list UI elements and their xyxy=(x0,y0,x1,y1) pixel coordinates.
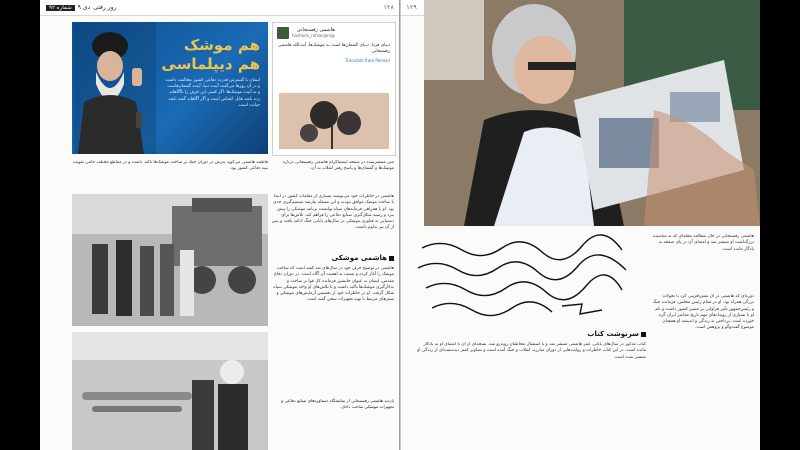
issue-badge: شماره ۹۲ xyxy=(46,5,75,11)
page-fold xyxy=(399,0,401,450)
military-photo xyxy=(72,194,268,326)
section-missile-title xyxy=(272,254,394,262)
page-number-right: ۱۲۹ xyxy=(406,4,417,11)
handwritten-signature xyxy=(412,234,632,322)
poster-quote: ایشان با گسترش قدرت دفاعی کشور مخالفت داشت و در آن روزها می‌گفت آینده دنیا، آینده گفتمان‌هاست و نه آینده موشک‌ها؛ اگر کسی این حرف را ناآگاهانه زده باشد قابل اغماض است و اگر آگاهانه گفته باشد خیانت است. xyxy=(165,78,260,108)
instagram-post xyxy=(272,22,396,156)
brand-name: روز رفتی xyxy=(93,4,117,11)
exhibition-photo xyxy=(72,332,268,450)
signature-image xyxy=(412,234,632,322)
translate-link[interactable]: Translate from Persian xyxy=(345,57,390,63)
caption-top-left: متن منتشرشده در صفحه اینستاگرام هاشمی رفسنجانی درباره موشک‌ها و گفتمان‌ها و پاسخ رهبر انقلاب به آن. xyxy=(282,160,394,172)
poster-title-line1: هم موشک xyxy=(183,36,260,54)
body-book: کتاب مذکور در سال‌های پایانی عمر هاشمی منتشر شد و با استقبال مخاطبان روبه‌رو شد. نسخه‌ای از آن با امضای او به یادگار مانده است. در این کتاب خاطرات و روایت‌هایی از دوران مبارزه، انقلاب و جنگ آمده است و تصاویر کمتر دیده‌شده‌ای از زندگی او منتشر شده است. xyxy=(417,342,646,360)
page-number: ۱۲۸ xyxy=(383,4,394,11)
instagram-avatar-icon xyxy=(277,27,289,39)
body-right-col: هاشمی در خاطرات خود می‌نویسد بسیاری از مقامات کشور در ابتدا با ساخت موشک موافق نبودند و این مسئله نیازمند تصمیم‌گیری جدی بود. او با همراهی فرماندهان سپاه توانست برنامه موشکی را پیش ببرد و زمینه شکل‌گیری صنایع دفاعی را فراهم کند. تلاش‌ها برای دستیابی به فناوری موشکی در سال‌های پایانی جنگ ادامه یافت و پس از آن نیز تداوم داشت. xyxy=(272,194,394,231)
section-book-title xyxy=(416,330,646,338)
caption-photo: هاشمی رفسنجانی در حال مطالعه مجله‌ای که به مناسبت بزرگداشت او منتشر شد و امضای آن در پای صفحه به یادگار مانده است. xyxy=(652,234,754,252)
magazine-name: ۹ دی xyxy=(77,4,91,11)
section-square-icon xyxy=(389,256,394,261)
body-missile: هاشمی در توضیح حرف خود در سال‌های بعد گفته است که ساخت موشک را آغاز کرده و نسبت به اهمیت آن آگاه است. در دوران دفاع مقدس، ایشان به عنوان جانشین فرمانده کل قوا بر ساخت و به‌کارگیری موشک‌ها تأکید داشت و با تلاش‌های او واحد موشکی سپاه شکل گرفت. او در خاطرات خود از نخستین آزمایش‌های موشکی و سفرهای مرتبط با تهیه تجهیزات سخن گفته است. xyxy=(273,266,394,303)
poster-title xyxy=(161,36,260,74)
reading-man-photo xyxy=(424,0,760,226)
right-page xyxy=(400,0,760,450)
body-right: دوره‌ای که هاشمی در آن نقش‌آفرینی کرد با تحولات بزرگی همراه بود. او در مقام رئیس مجلس، فرمانده جنگ و رئیس‌جمهور تأثیر فراوانی بر مسیر کشور داشت و نام او با بسیاری از رویدادهای مهم تاریخ معاصر ایران گره خورده است. پرداختن به زندگی و اندیشه او همچنان موضوع گفت‌وگو و پژوهش است. xyxy=(652,294,754,331)
section-missile-text: هاشمی موشکی xyxy=(331,254,387,262)
insta-text: دنیای فردا، دنیای گفتمان‌ها است نه موشک‌ها، آیت‌الله هاشمی رفسنجانی xyxy=(278,43,390,55)
insta-account xyxy=(292,27,335,39)
leader-portrait-image xyxy=(74,22,156,154)
caption-top-right: فاطمه هاشمی می‌گوید پدرش در دوران جنگ بر ساخت موشک‌ها تأکید داشت و در مقاطع مختلف حامی تقویت بنیه دفاعی کشور بود. xyxy=(72,160,268,172)
left-page xyxy=(40,0,400,450)
poster-title-line2: هم دیپلماسی xyxy=(161,55,260,73)
insta-account-name: هاشمی رفسنجانی xyxy=(296,27,335,33)
page-header xyxy=(40,0,400,16)
insta-flower-photo xyxy=(279,93,389,149)
insta-handle: @hashemi_rafsanjani xyxy=(292,33,335,38)
section-square-icon xyxy=(641,332,646,337)
header-issue xyxy=(46,4,116,11)
insta-header xyxy=(273,23,395,43)
section-book-text: سرنوشت کتاب xyxy=(587,330,639,338)
caption-bottom-photo: بازدید هاشمی رفسنجانی از نمایشگاه دستاوردهای صنایع دفاعی و تجهیزات موشکی ساخت داخل. xyxy=(281,398,394,409)
